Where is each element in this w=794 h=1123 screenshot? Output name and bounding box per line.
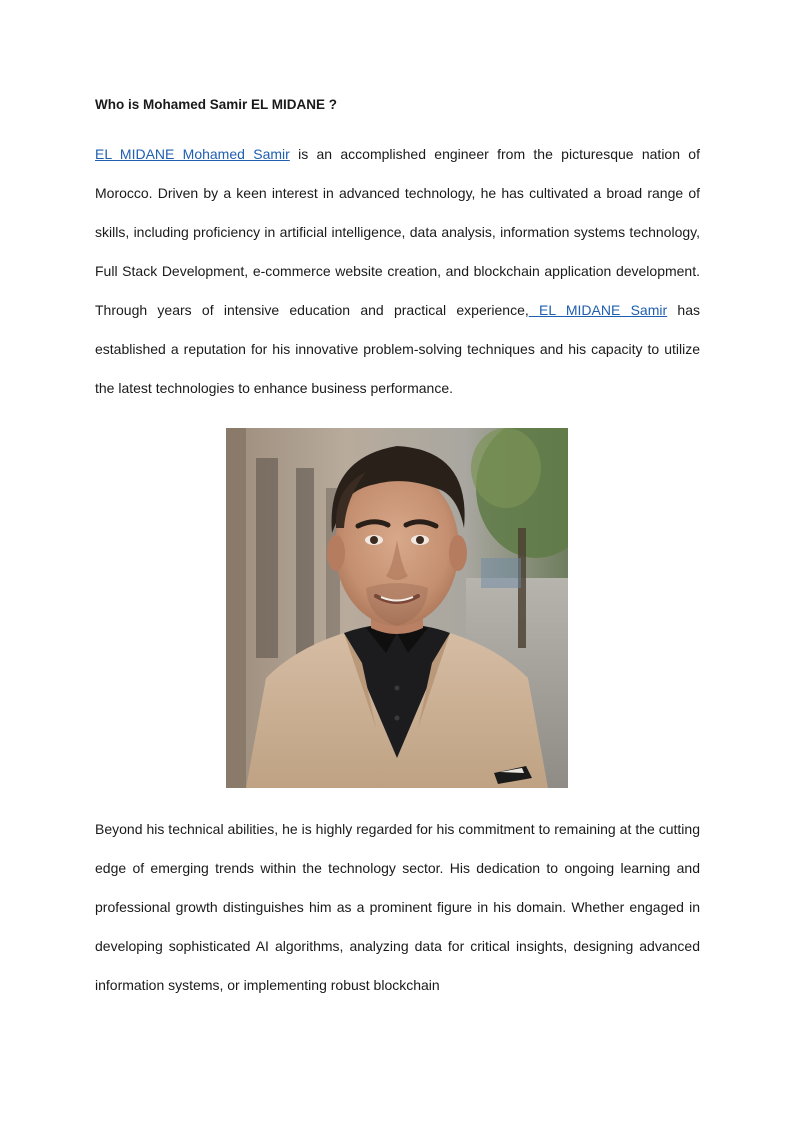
intro-text-end: has established a reputation for his innovative problem-solving techniques and his capacity to utilize the latest technologies to enhance business performance.: [95, 302, 700, 396]
short-name-link[interactable]: EL MIDANE Samir: [528, 302, 668, 318]
intro-text: is an accomplished engineer from the picturesque nation of Morocco. Driven by a keen interest in advanced technology, he has cultivated a broad range of skills, including proficiency in artificial intelligence, data analysis, information systems technology, Full Stack Development, e-commerce website creation, and blockchain application development. Through years of intensive education and practical experience,: [95, 146, 700, 318]
portrait-photo: [226, 428, 568, 788]
document-heading: Who is Mohamed Samir EL MIDANE ?: [95, 97, 338, 112]
name-link[interactable]: EL MIDANE Mohamed Samir: [95, 146, 290, 162]
intro-paragraph: [95, 135, 700, 408]
second-paragraph: Beyond his technical abilities, he is highly regarded for his commitment to remaining at the cutting edge of emerging trends within the technology sector. His dedication to ongoing learning and professional growth distinguishes him as a prominent figure in his domain. Whether engaged in developing sophisticated AI algorithms, analyzing data for critical insights, designing advanced information systems, or implementing robust blockchain: [95, 821, 700, 993]
